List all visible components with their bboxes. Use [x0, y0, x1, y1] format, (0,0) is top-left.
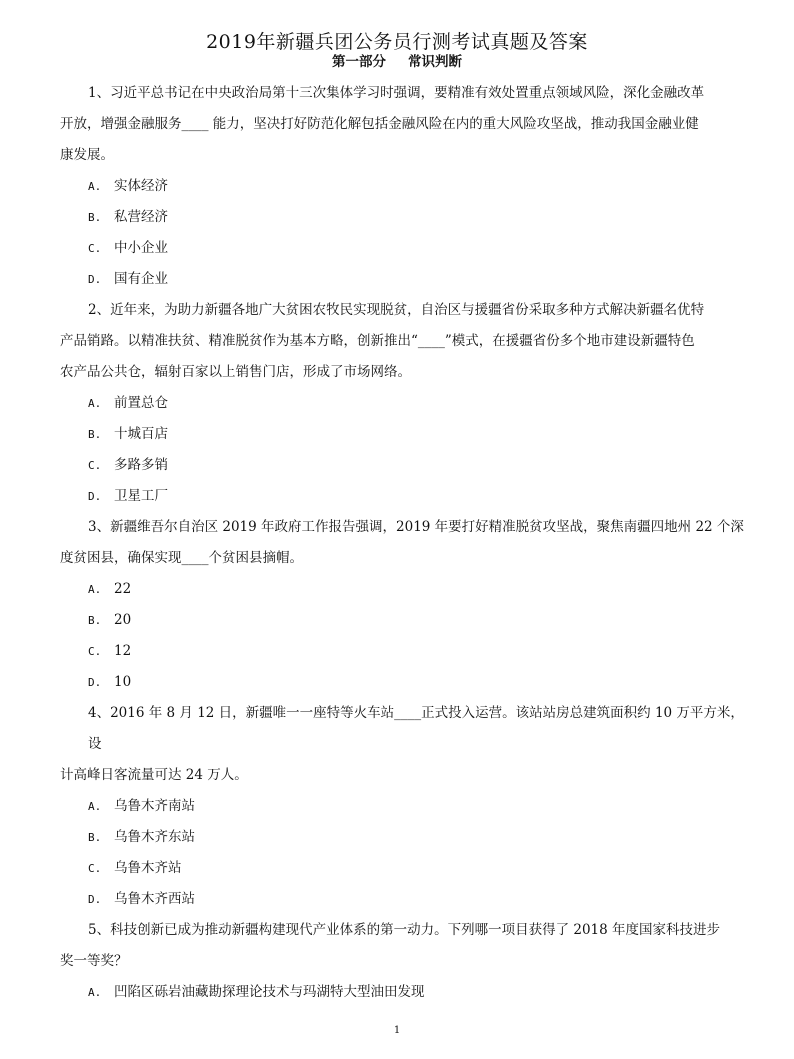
question-continuation-line: 康发展。: [60, 147, 114, 163]
option-letter: A.: [88, 180, 102, 193]
question-block: [60, 512, 750, 698]
option-text: 10: [114, 674, 132, 690]
document-title: 2019年新疆兵团公务员行测考试真题及答案: [206, 31, 588, 53]
option-text: 20: [114, 612, 132, 628]
answer-options: [60, 791, 750, 915]
option-text: 乌鲁木齐南站: [114, 798, 195, 814]
option-letter: D.: [88, 676, 102, 689]
option-text: 国有企业: [114, 271, 168, 287]
question-first-line: 2、近年来，为助力新疆各地广大贫困农牧民实现脱贫，自治区与援疆省份采取多种方式解决新疆名优特: [88, 302, 705, 318]
option-text: 22: [114, 581, 132, 597]
option-text: 卫星工厂: [114, 488, 168, 504]
page-number: 1: [393, 1025, 401, 1036]
answer-option: [60, 977, 750, 1008]
option-letter: A.: [88, 986, 102, 999]
option-text: 凹陷区砾岩油藏勘探理论技术与玛湖特大型油田发现: [114, 984, 425, 1000]
answer-options: [60, 574, 750, 698]
answer-option: [60, 233, 750, 264]
question-text: [60, 295, 750, 388]
option-text: 中小企业: [114, 240, 168, 256]
option-letter: C.: [88, 459, 102, 472]
option-letter: C.: [88, 862, 102, 875]
question-list: [60, 78, 750, 1008]
answer-option: [60, 450, 750, 481]
question-text: [60, 512, 750, 574]
question-first-line: 3、新疆维吾尔自治区 2019 年政府工作报告强调，2019 年要打好精准脱贫攻坚战，聚焦南疆四地州 22 个深: [88, 519, 744, 535]
answer-option: [60, 202, 750, 233]
option-text: 乌鲁木齐西站: [114, 891, 195, 907]
option-letter: D.: [88, 490, 102, 503]
option-text: 私营经济: [114, 209, 168, 225]
answer-option: [60, 853, 750, 884]
question-continuation-line: 度贫困县，确保实现____个贫困县摘帽。: [60, 550, 303, 566]
option-letter: B.: [88, 211, 102, 224]
question-text: [60, 78, 750, 171]
option-text: 前置总仓: [114, 395, 168, 411]
answer-options: [60, 171, 750, 295]
option-text: 12: [114, 643, 132, 659]
option-letter: A.: [88, 800, 102, 813]
option-text: 多路多销: [114, 457, 168, 473]
question-continuation-line: 产品销路。以精准扶贫、精准脱贫作为基本方略，创新推出“____”模式，在援疆省份多个地市建设新疆特色: [60, 333, 695, 349]
option-letter: B.: [88, 428, 102, 441]
answer-options: [60, 977, 750, 1008]
option-text: 乌鲁木齐站: [114, 860, 182, 876]
answer-option: [60, 636, 750, 667]
option-letter: D.: [88, 893, 102, 906]
question-text: [60, 915, 750, 977]
answer-option: [60, 605, 750, 636]
option-text: 乌鲁木齐东站: [114, 829, 195, 845]
option-letter: D.: [88, 273, 102, 286]
option-letter: C.: [88, 242, 102, 255]
question-continuation-line: 农产品公共仓，辐射百家以上销售门店，形成了市场网络。: [60, 364, 411, 380]
answer-option: [60, 884, 750, 915]
question-first-line: 1、习近平总书记在中央政治局第十三次集体学习时强调，要精准有效处置重点领域风险，深化金融改革: [88, 85, 705, 101]
question-continuation-line: 计高峰日客流量可达 24 万人。: [60, 767, 248, 783]
question-continuation-line: 奖一等奖？: [60, 953, 128, 969]
answer-option: [60, 574, 750, 605]
question-first-line: 5、科技创新已成为推动新疆构建现代产业体系的第一动力。下列哪一项目获得了 2018 年度国家科技进步: [88, 922, 721, 938]
answer-option: [60, 264, 750, 295]
answer-option: [60, 791, 750, 822]
option-text: 十城百店: [114, 426, 168, 442]
question-block: [60, 698, 750, 915]
answer-options: [60, 388, 750, 512]
question-block: [60, 78, 750, 295]
answer-option: [60, 667, 750, 698]
question-block: [60, 295, 750, 512]
answer-option: [60, 822, 750, 853]
answer-option: [60, 419, 750, 450]
option-letter: C.: [88, 645, 102, 658]
option-letter: B.: [88, 831, 102, 844]
option-letter: A.: [88, 397, 102, 410]
part-label: 第一部分: [332, 54, 386, 70]
option-text: 实体经济: [114, 178, 168, 194]
option-letter: A.: [88, 583, 102, 596]
answer-option: [60, 171, 750, 202]
option-letter: B.: [88, 614, 102, 627]
answer-option: [60, 481, 750, 512]
question-continuation-line: 开放，增强金融服务____ 能力，坚决打好防范化解包括金融风险在内的重大风险攻坚战，推动我国金融业健: [60, 116, 699, 132]
section-label: 常识判断: [408, 54, 462, 70]
answer-option: [60, 388, 750, 419]
section-heading: [0, 53, 794, 71]
question-text: [60, 698, 750, 791]
question-first-line: 4、2016 年 8 月 12 日，新疆唯一一座特等火车站____正式投入运营。该站站房总建筑面积约 10 万平方米，设: [88, 705, 744, 752]
question-block: [60, 915, 750, 1008]
